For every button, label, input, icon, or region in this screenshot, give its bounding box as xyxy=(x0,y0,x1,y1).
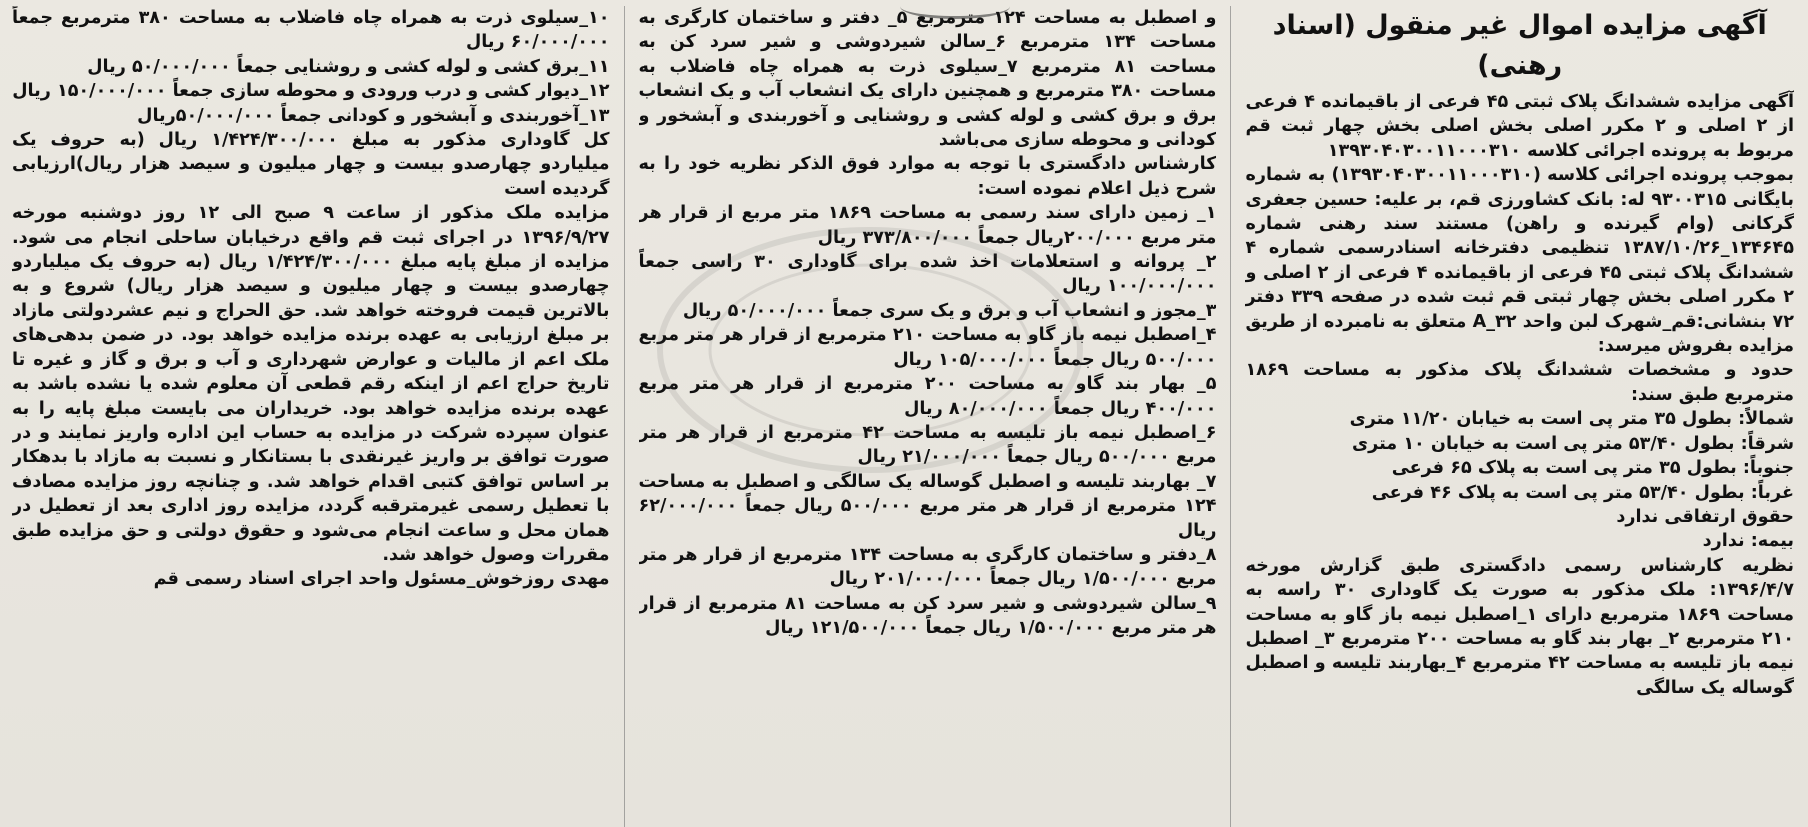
paragraph: شمالاً: بطول ۳۵ متر پی است به خیابان ۱۱/۲۰ متری xyxy=(1349,409,1794,430)
paragraph: ۶_اصطبل نیمه باز تلیسه به مساحت ۴۲ مترمربع از قرار هر متر مربع ۵۰۰/۰۰۰ ریال جمعاً ۲۱/۰۰۰/۰۰۰ ریال xyxy=(638,422,1217,468)
paragraph: کارشناس دادگستری با توجه به موارد فوق الذکر نظریه خود را به شرح ذیل اعلام نموده است: xyxy=(638,154,1217,199)
paragraph: بموجب پرونده اجرائی کلاسه (۱۳۹۳۰۴۰۳۰۰۱۱۰۰۰۳۱۰) به شماره بایگانی ۹۳۰۰۳۱۵ له: بانک کشاورزی قم، بر علیه: حسین جعفری گرکانی (وام گیرنده و راهن) مستند سند رهنی شماره ۱۳۴۶۴۵_۱۳۸۷/۱۰/۲۶ تنظیمی دفترخانه اسنادرسمی شماره ۴ ششدانگ پلاک ثبتی ۴۵ فرعی از باقیمانده ۴ فرعی از ۲ اصلی و ۲ مکرر اصلی بخش چهار ثبتی قم ثبت شده در صفحه ۳۳۹ دفتر ۷۲ بنشانی:قم_شهرک لبن واحد ۳۲_A متعلق به نامبرده از طریق مزایده بفروش میرسد: xyxy=(1245,165,1794,357)
column-1 xyxy=(1245,6,1794,827)
paragraph: ۱۲_دیوار کشی و درب ورودی و محوطه سازی جمعاً ۱۵۰/۰۰۰/۰۰۰ ریال xyxy=(12,81,610,102)
paragraph: ۳_مجوز و انشعاب آب و برق و یک سری جمعاً ۵۰/۰۰۰/۰۰۰ ریال xyxy=(682,300,1217,321)
column-divider xyxy=(1230,6,1231,827)
column-divider xyxy=(624,6,625,827)
paragraph: بیمه: ندارد xyxy=(1702,531,1794,552)
paragraph: ۱۰_سیلوی ذرت به همراه چاه فاضلاب به مساحت ۳۸۰ مترمربع جمعاً ۶۰/۰۰۰/۰۰۰ ریال xyxy=(11,8,610,53)
ad-title: آگهی مزایده اموال غیر منقول (اسناد رهنی) xyxy=(1272,10,1767,81)
paragraph: ۵_ بهار بند گاو به مساحت ۲۰۰ مترمربع از قرار هر متر مربع ۴۰۰/۰۰۰ ریال جمعاً ۸۰/۰۰۰/۰۰۰ ریال xyxy=(638,374,1217,419)
paragraph: شرقاً: بطول ۵۳/۴۰ متر پی است به خیابان ۱۰ متری xyxy=(1352,433,1794,454)
paragraph: ۴_اصطبل نیمه باز گاو به مساحت ۲۱۰ مترمربع از قرار هر متر مربع ۵۰۰/۰۰۰ ریال جمعاً ۱۰۵/۰۰۰/۰۰۰ ریال xyxy=(638,325,1217,370)
paragraph: کل گاوداری مذکور به مبلغ ۱/۴۲۴/۳۰۰/۰۰۰ ریال (به حروف یک میلیاردو چهارصدو بیست و چهار میلیون و سیصد هزار ریال)ارزیابی گردیده است xyxy=(11,130,610,199)
paragraph: جنوباً: بطول ۳۵ متر پی است به پلاک ۶۵ فرعی xyxy=(1391,458,1794,479)
paragraph: ۱۳_آخوربندی و آبشخور و کودانی جمعاً ۵۰/۰۰۰/۰۰۰ریال xyxy=(137,105,610,126)
paragraph: ۷_ بهاربند تلیسه و اصطبل گوساله یک سالگی و اصطبل به مساحت ۱۲۴ مترمربع از قرار هر متر مربع ۵۰۰/۰۰۰ ریال جمعاً ۶۲/۰۰۰/۰۰۰ ریال xyxy=(638,471,1217,541)
paragraph: و اصطبل به مساحت ۱۲۴ مترمربع ۵_ دفتر و ساختمان کارگری به مساحت ۱۳۴ مترمربع ۶_سالن شیردوشی و شیر سرد کن به مساحت ۸۱ مترمربع ۷_سیلوی ذرت به همراه چاه فاضلاب به مساحت ۳۸۰ مترمربع و همچنین دارای یک انشعاب آب و یک انشعاب برق و برق کشی و لوله کشی و روشنایی و آخوربندی و آبشخور و کودانی و محوطه سازی می‌باشد xyxy=(638,8,1217,151)
signature: مهدی روزخوش_مسئول واحد اجرای اسناد رسمی قم xyxy=(153,569,610,590)
ad-columns xyxy=(12,6,1794,827)
paragraph: غرباً: بطول ۵۳/۴۰ متر پی است به پلاک ۴۶ فرعی xyxy=(1371,482,1794,503)
paragraph: حقوق ارتفاقی ندارد xyxy=(1616,506,1794,527)
paragraph: ۸_دفتر و ساختمان کارگری به مساحت ۱۳۴ مترمربع از قرار هر متر مربع ۱/۵۰۰/۰۰۰ ریال جمعاً ۲۰۱/۰۰۰/۰۰۰ ریال xyxy=(638,544,1217,590)
column-3 xyxy=(12,6,610,827)
paragraph: ۱_ زمین دارای سند رسمی به مساحت ۱۸۶۹ متر مربع از قرار هر متر مربع ۲۰۰/۰۰۰ریال جمعاً ۳۷۳/۸۰۰/۰۰۰ ریال xyxy=(638,203,1217,248)
paragraph: ۹_سالن شیردوشی و شیر سرد کن به مساحت ۸۱ مترمربع از قرار هر متر مربع ۱/۵۰۰/۰۰۰ ریال جمعاً ۱۲۱/۵۰۰/۰۰۰ ریال xyxy=(638,593,1217,639)
column-2 xyxy=(639,6,1217,827)
paragraph: نظریه کارشناس رسمی دادگستری طبق گزارش مورخه ۱۳۹۶/۴/۷: ملک مذکور به صورت یک گاوداری ۳۰ راسه به مساحت ۱۸۶۹ مترمربع دارای ۱_اصطبل نیمه باز گاو به مساحت ۲۱۰ مترمربع ۲_ بهار بند گاو به مساحت ۲۰۰ مترمربع ۳_ اصطبل نیمه باز تلیسه به مساحت ۴۲ مترمربع ۴_بهاربند تلیسه و اصطبل گوساله یک سالگی xyxy=(1245,555,1794,698)
paragraph: حدود و مشخصات ششدانگ پلاک مذکور به مساحت ۱۸۶۹ مترمربع طبق سند: xyxy=(1245,360,1794,405)
paragraph: ۱۱_برق کشی و لوله کشی و روشنایی جمعاً ۵۰/۰۰۰/۰۰۰ ریال xyxy=(87,56,610,77)
paragraph: مزایده ملک مذکور از ساعت ۹ صبح الی ۱۲ روز دوشنبه مورخه ۱۳۹۶/۹/۲۷ در اجرای ثبت قم واقع درخیابان ساحلی انجام می شود. مزایده از مبلغ پایه مبلغ ۱/۴۲۴/۳۰۰/۰۰۰ ریال (به حروف یک میلیاردو چهارصدو بیست و چهار میلیون و سیصد هزار ریال) شروع و به بالاترین قیمت فروخته خواهد شد. حق الحراج و نیم عشردولتی مازاد بر مبلغ ارزیابی به عهده برنده مزایده خواهد بود. در ضمن بدهی‌های ملک اعم از مالیات و عوارض شهرداری و آب و برق و گاز و غیره تا تاریخ حراج اعم از اینکه رقم قطعی آن معلوم شده یا نشده باشد به عهده برنده مزایده خواهد بود. خریداران می بایست مبلغ پایه را به عنوان سپرده شرکت در مزایده به حساب این اداره واریز نمایند و در صورت توافق بر واریز غیرنقدی با بستانکار و نسبت به مازاد با بدهکار بر اساس توافق کتبی اقدام خواهد شد. و چنانچه روز مزایده مصادف با تعطیل رسمی غیرمترقبه گردد، مزایده روز اداری بعد از تعطیل در همان محل و ساعت انجام می‌شود و حقوق دولتی و حق مزایده طبق مقررات وصول خواهد شد. xyxy=(11,203,610,565)
paragraph: آگهی مزایده ششدانگ پلاک ثبتی ۴۵ فرعی از باقیمانده ۴ فرعی از ۲ اصلی و ۲ مکرر اصلی بخش اصلی بخش چهار ثبت قم مربوط به پرونده اجرائی کلاسه ۱۳۹۳۰۴۰۳۰۰۱۱۰۰۰۳۱۰ xyxy=(1245,92,1794,161)
paragraph: ۲_ پروانه و استعلامات اخذ شده برای گاوداری ۳۰ راسی جمعاً ۱۰۰/۰۰۰/۰۰۰ ریال xyxy=(638,252,1217,297)
